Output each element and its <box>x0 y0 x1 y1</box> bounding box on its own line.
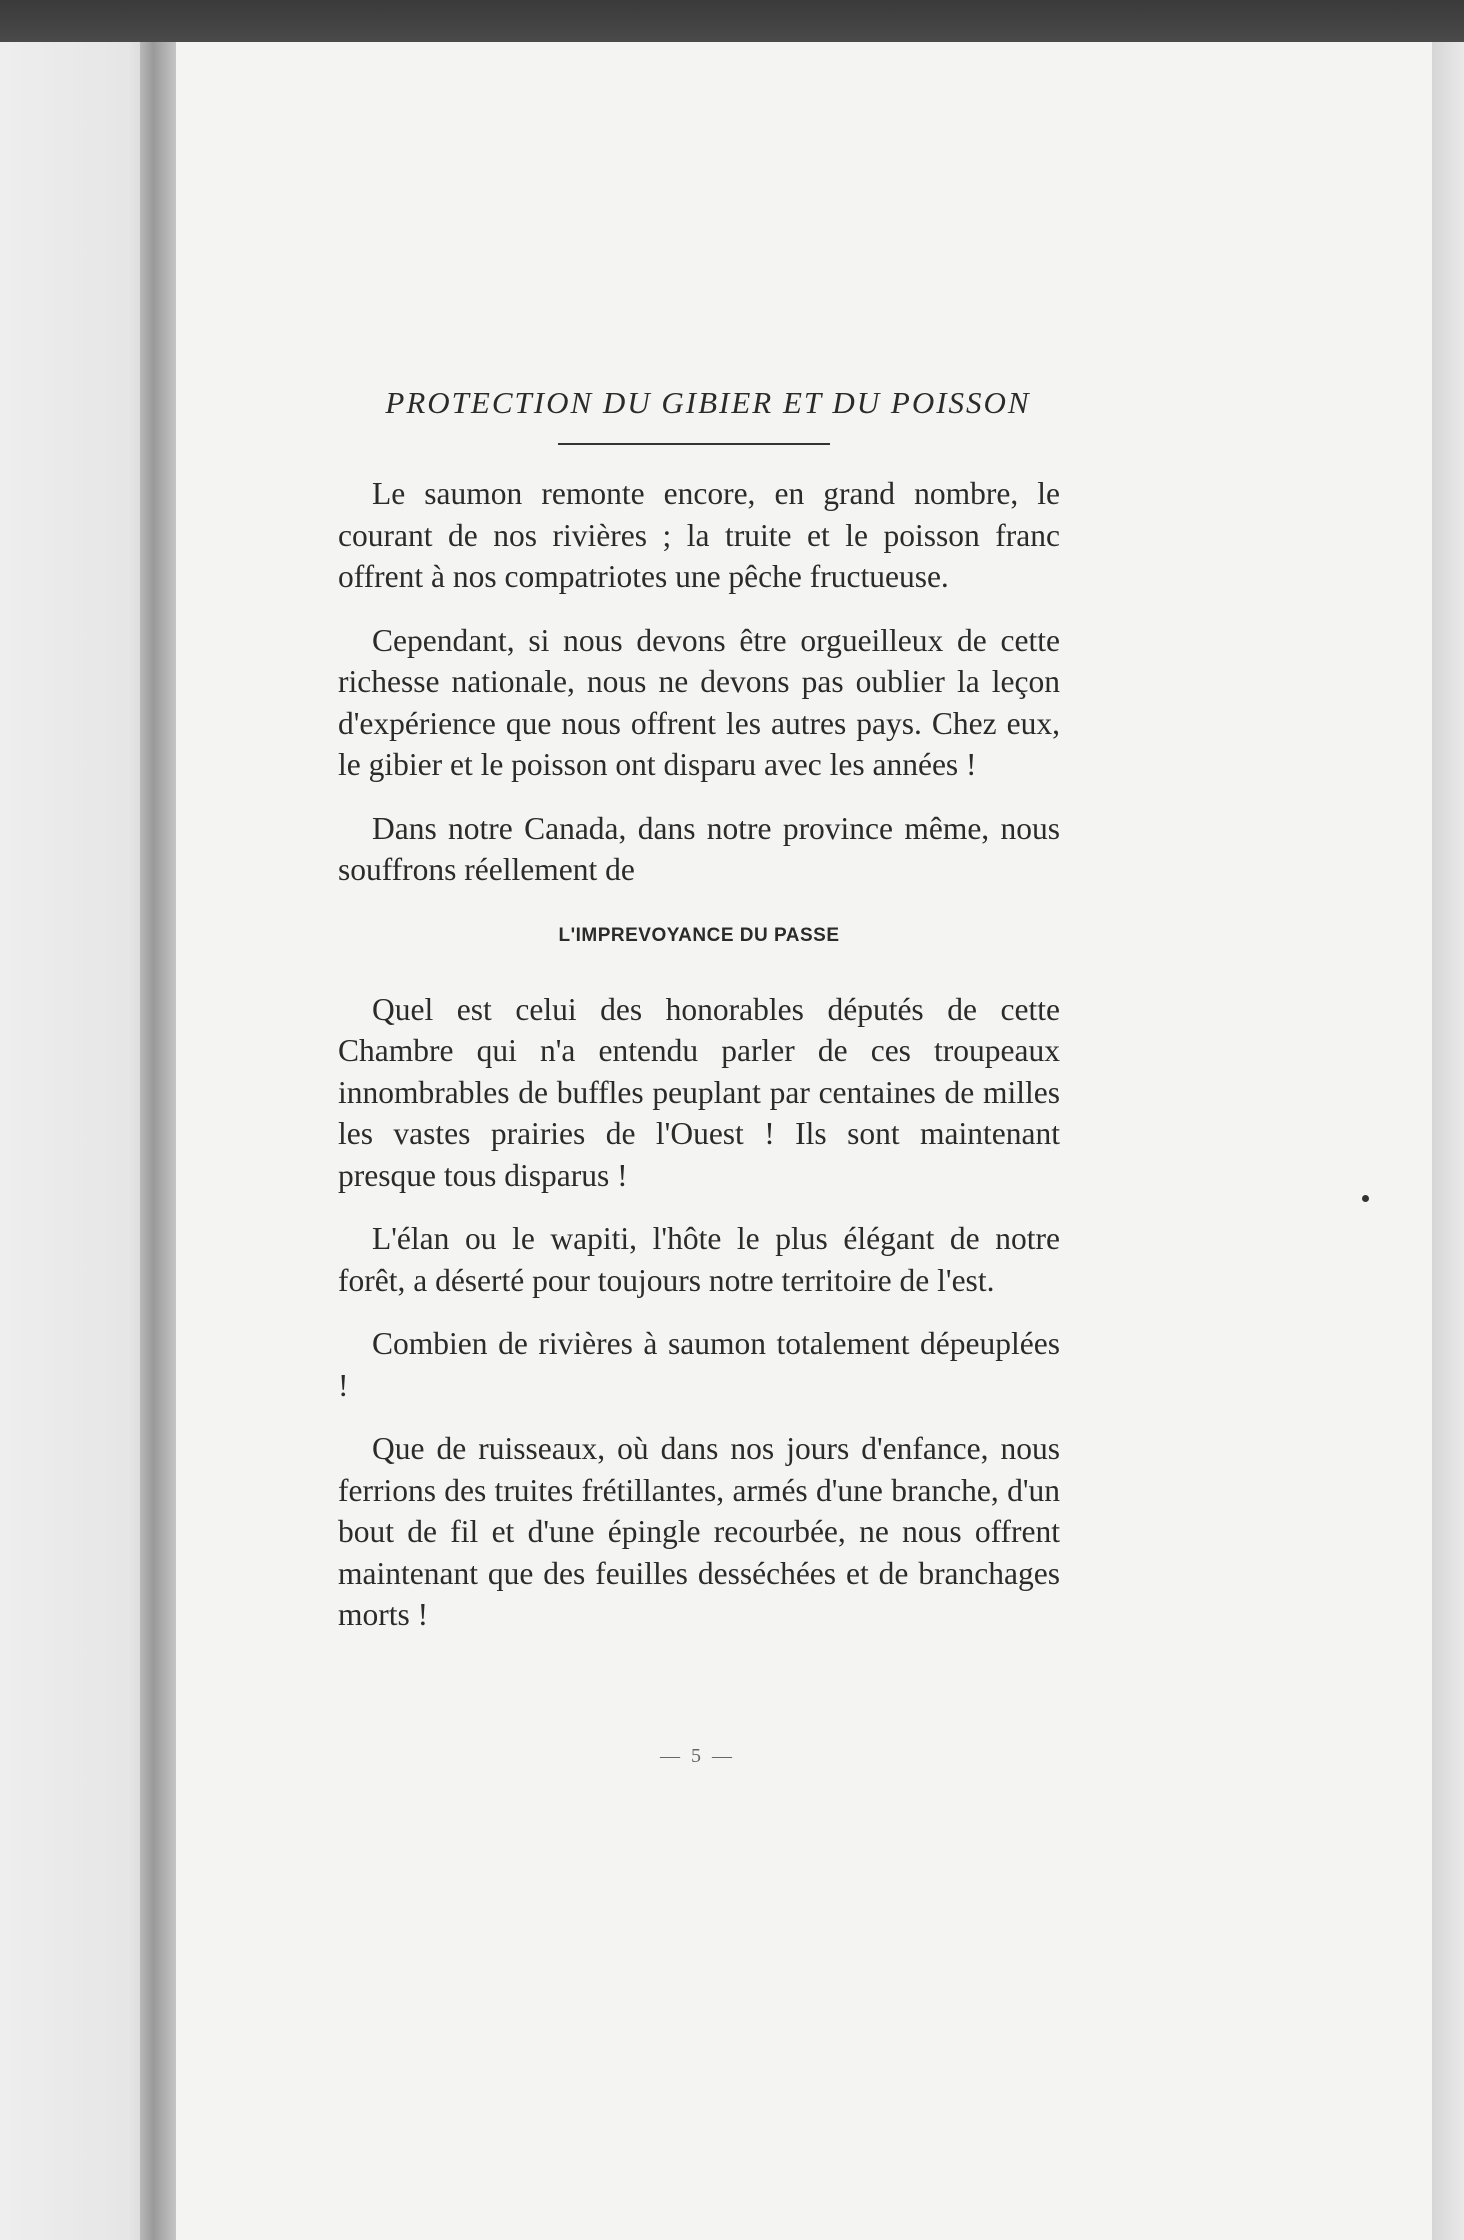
scanner-top-edge <box>0 0 1464 42</box>
paragraph: Que de ruisseaux, où dans nos jours d'enfance, nous ferrions des truites frétillantes, armés d'une branche, d'un bout de fil et d'une épingle recourbée, ne nous offrent maintenant que des feuilles desséchées et de branchages morts ! <box>338 1431 1060 1632</box>
paragraph: Le saumon remonte encore, en grand nombre, le courant de nos rivières ; la truite et le poisson franc offrent à nos compatriotes une pêche fructueuse. <box>338 476 1060 594</box>
paragraph: Cependant, si nous devons être orgueilleux de cette richesse nationale, nous ne devons pas oublier la leçon d'expérience que nous offrent les autres pays. Chez eux, le gibier et le poisson ont disparu avec les années ! <box>338 622 1060 782</box>
paragraph: Dans notre Canada, dans notre province même, nous souffrons réellement de <box>338 810 1060 887</box>
paragraph: L'élan ou le wapiti, l'hôte le plus élégant de notre forêt, a déserté pour toujours notre territoire de l'est. <box>338 1221 1060 1298</box>
section-heading: L'IMPREVOYANCE DU PASSE <box>558 924 840 946</box>
book-spine-shadow <box>140 42 178 2240</box>
running-head: PROTECTION DU GIBIER ET DU POISSON <box>385 385 1031 420</box>
page-right-edge <box>1432 42 1464 2240</box>
paragraph: Quel est celui des honorables députés de cette Chambre qui n'a entendu parler de ces troupeaux innombrables de buffles peuplant par centaines de milles les vastes prairies de l'Ouest ! Ils sont maintenant presque tous disparus ! <box>338 991 1060 1193</box>
page-number: — 5 — <box>660 1745 735 1767</box>
paragraph: Combien de rivières à saumon totalement dépeuplées ! <box>338 1326 1060 1403</box>
head-rule <box>558 443 830 445</box>
ink-speck <box>1362 1195 1369 1202</box>
page-text-block <box>338 385 1060 1658</box>
left-page-margin <box>0 42 160 2240</box>
